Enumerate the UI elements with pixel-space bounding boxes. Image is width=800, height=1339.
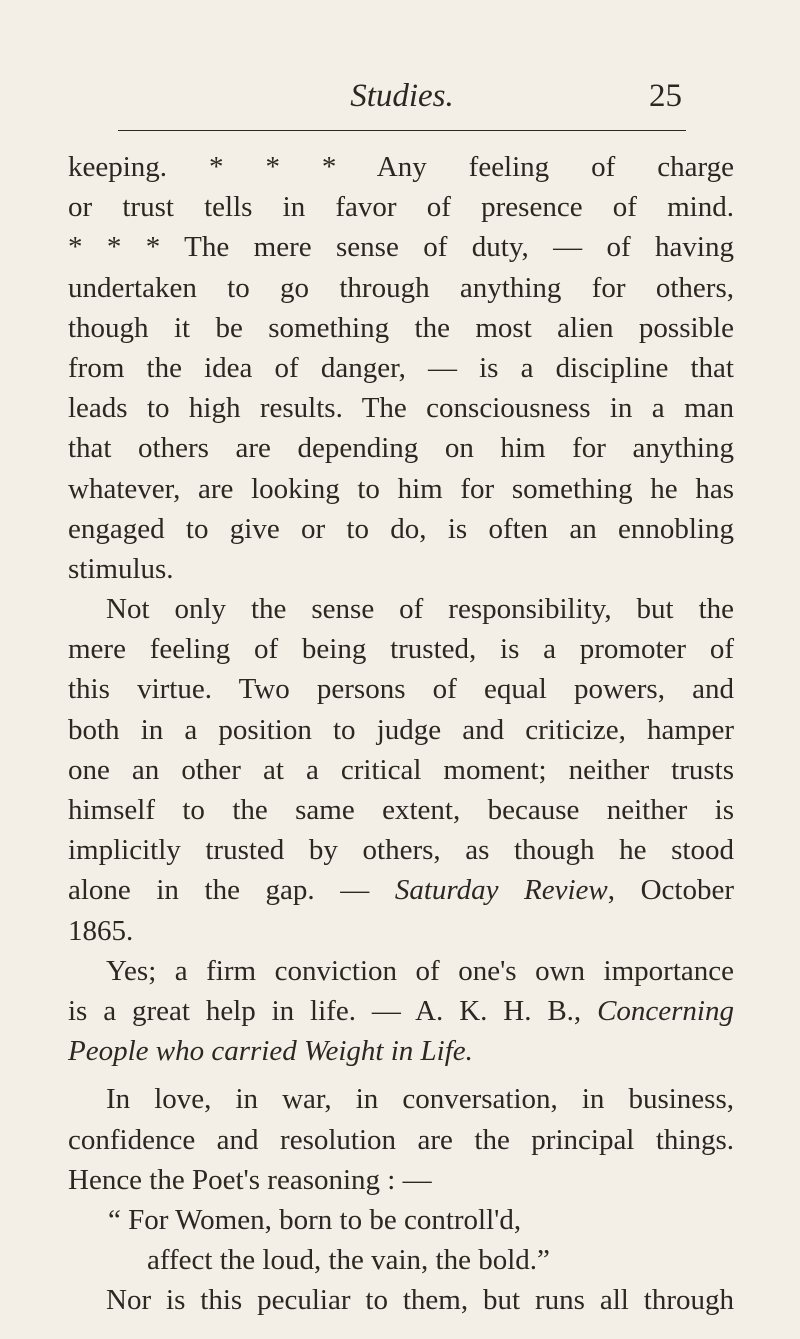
text-line: keeping. * * * Any feeling of charge: [68, 151, 734, 183]
text-line: mere feeling of being trusted, is a promoter of: [68, 633, 734, 666]
text-line: [68, 991, 734, 1031]
text-segment: alone in the gap. —: [68, 874, 395, 907]
text-line: engaged to give or to do, is often an ennobling: [68, 512, 734, 545]
text-line: one an other at a critical moment; neither trusts: [68, 753, 734, 786]
verse-line: affect the loud, the vain, the bold.”: [147, 1244, 550, 1277]
text-line: [68, 870, 734, 910]
header-rule: [118, 130, 686, 131]
text-line: himself to the same extent, because neither is: [68, 794, 734, 826]
text-line: [68, 1031, 734, 1071]
text-line: Nor is this peculiar to them, but runs all through: [106, 1284, 734, 1317]
running-title: Studies.: [350, 78, 454, 114]
text-line: from the idea of danger, — is a discipline that: [68, 351, 734, 384]
text-line: though it be something the most alien possible: [68, 311, 734, 344]
citation-title: Saturday Review: [394, 874, 608, 907]
text-line: leads to high results. The consciousness in a man: [68, 392, 734, 425]
text-line: Yes; a firm conviction of one's own importance: [106, 954, 734, 987]
text-line: undertaken to go through anything for others,: [68, 271, 734, 304]
body-text: [68, 147, 734, 1320]
text-line: In love, in war, in conversation, in business,: [106, 1083, 734, 1116]
text-line: this virtue. Two persons of equal powers, and: [68, 673, 734, 706]
text-segment: , October: [607, 874, 734, 907]
text-line: Hence the Poet's reasoning : —: [68, 1163, 432, 1196]
text-line: that others are depending on him for anything: [68, 432, 734, 465]
text-line: stimulus.: [68, 552, 174, 585]
text-line: confidence and resolution are the principal things.: [68, 1123, 734, 1156]
verse-line: “ For Women, born to be controll'd,: [108, 1203, 522, 1236]
page-number: 25: [649, 78, 682, 114]
text-line: 1865.: [68, 914, 134, 947]
citation-title: Concerning: [597, 994, 734, 1027]
text-line: or trust tells in favor of presence of mind.: [68, 191, 734, 224]
text-line: both in a position to judge and criticize, hamper: [68, 713, 734, 746]
text-line: Not only the sense of responsibility, but the: [106, 593, 734, 626]
page-header: [118, 76, 686, 126]
citation-title: People who carried Weight in Life.: [68, 1035, 473, 1068]
text-line: whatever, are looking to him for something he has: [68, 472, 734, 505]
text-line: * * * The mere sense of duty, — of having: [68, 231, 734, 264]
text-line: implicitly trusted by others, as though he stood: [68, 834, 734, 867]
paragraph-gap: [68, 1071, 734, 1079]
text-segment: is a great help in life. — A. K. H. B.,: [68, 994, 598, 1027]
